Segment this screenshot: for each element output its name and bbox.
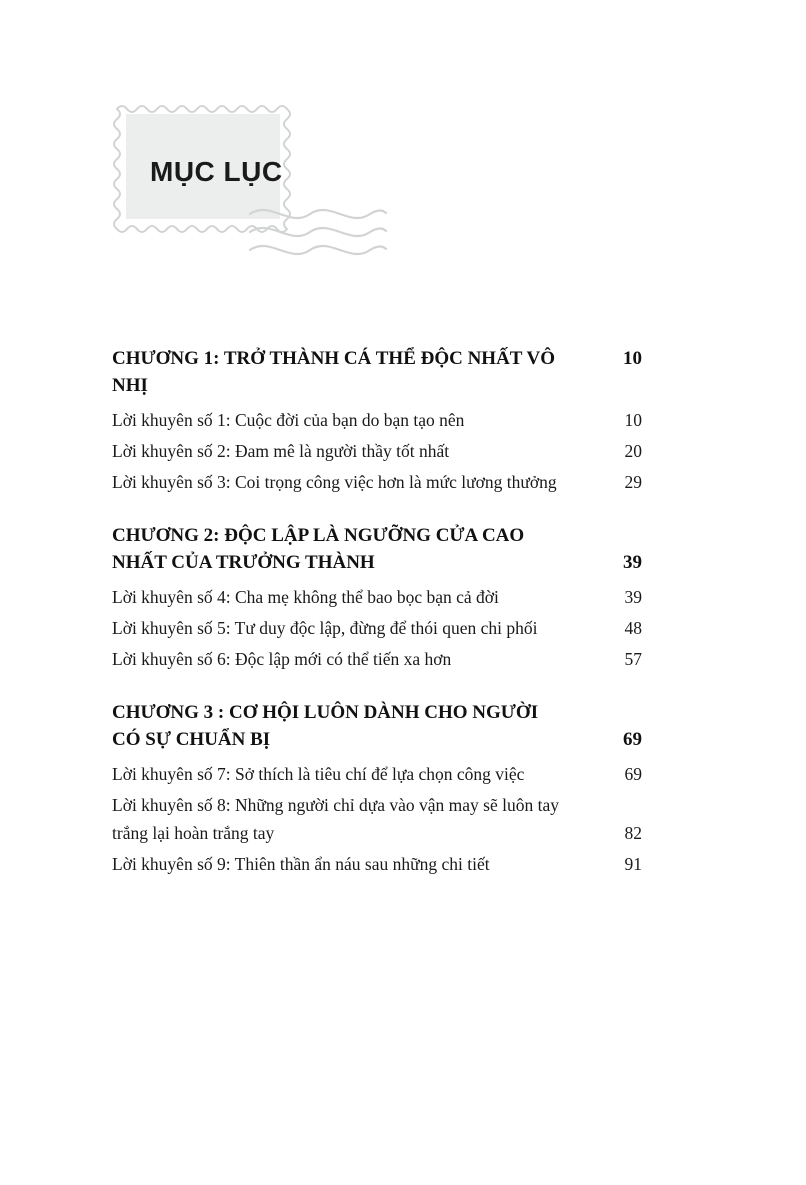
table-of-contents xyxy=(112,345,642,881)
chapter-title: CHƯƠNG 3 : CƠ HỘI LUÔN DÀNH CHO NGƯỜI CÓ SỰ CHUẨN BỊ xyxy=(112,702,539,750)
entry-page-number: 91 xyxy=(624,854,642,874)
chapter-group xyxy=(112,345,642,496)
chapter-group xyxy=(112,522,642,673)
entry-title: Lời khuyên số 4: Cha mẹ không thể bao bọc bạn cả đời xyxy=(112,587,499,607)
chapter-heading[interactable] xyxy=(112,522,642,576)
toc-entry[interactable] xyxy=(112,614,642,642)
entry-page-number: 10 xyxy=(624,410,642,430)
chapter-page-number: 39 xyxy=(623,552,642,573)
toc-entry[interactable] xyxy=(112,760,642,788)
toc-entry[interactable] xyxy=(112,850,642,878)
toc-entry[interactable] xyxy=(112,468,642,496)
entry-page-number: 48 xyxy=(624,618,642,638)
toc-entry[interactable] xyxy=(112,437,642,465)
toc-entry[interactable] xyxy=(112,791,642,847)
chapter-page-number: 10 xyxy=(623,348,642,369)
stamp-graphic xyxy=(112,100,372,275)
toc-entry[interactable] xyxy=(112,406,642,434)
entry-page-number: 20 xyxy=(624,441,642,461)
entry-title: Lời khuyên số 9: Thiên thần ẩn náu sau những chi tiết xyxy=(112,854,490,874)
toc-entry[interactable] xyxy=(112,583,642,611)
entry-title: Lời khuyên số 6: Độc lập mới có thể tiến xa hơn xyxy=(112,649,452,669)
entry-title: Lời khuyên số 5: Tư duy độc lập, đừng để thói quen chi phối xyxy=(112,618,538,638)
entry-title: Lời khuyên số 3: Coi trọng công việc hơn là mức lương thưởng xyxy=(112,472,557,492)
wave-lines-icon xyxy=(248,200,388,270)
chapter-group xyxy=(112,699,642,878)
chapter-title: CHƯƠNG 1: TRỞ THÀNH CÁ THỂ ĐỘC NHẤT VÔ NHỊ xyxy=(112,348,556,396)
chapter-title: CHƯƠNG 2: ĐỘC LẬP LÀ NGƯỠNG CỬA CAO NHẤT CỦA TRƯỞNG THÀNH xyxy=(112,525,525,573)
entry-title: Lời khuyên số 1: Cuộc đời của bạn do bạn tạo nên xyxy=(112,410,465,430)
entry-title: Lời khuyên số 2: Đam mê là người thầy tốt nhất xyxy=(112,441,450,461)
entry-title: Lời khuyên số 8: Những người chỉ dựa vào vận may sẽ luôn tay trắng lại hoàn trắng tay xyxy=(112,795,559,843)
entry-page-number: 39 xyxy=(624,587,642,607)
entry-title: Lời khuyên số 7: Sở thích là tiêu chí để lựa chọn công việc xyxy=(112,764,525,784)
chapter-heading[interactable] xyxy=(112,345,642,399)
entry-page-number: 69 xyxy=(624,764,642,784)
entry-page-number: 29 xyxy=(624,472,642,492)
chapter-heading[interactable] xyxy=(112,699,642,753)
page-title: MỤC LỤC xyxy=(150,156,283,187)
entry-page-number: 57 xyxy=(624,649,642,669)
chapter-page-number: 69 xyxy=(623,729,642,750)
entry-page-number: 82 xyxy=(624,823,642,843)
toc-entry[interactable] xyxy=(112,645,642,673)
